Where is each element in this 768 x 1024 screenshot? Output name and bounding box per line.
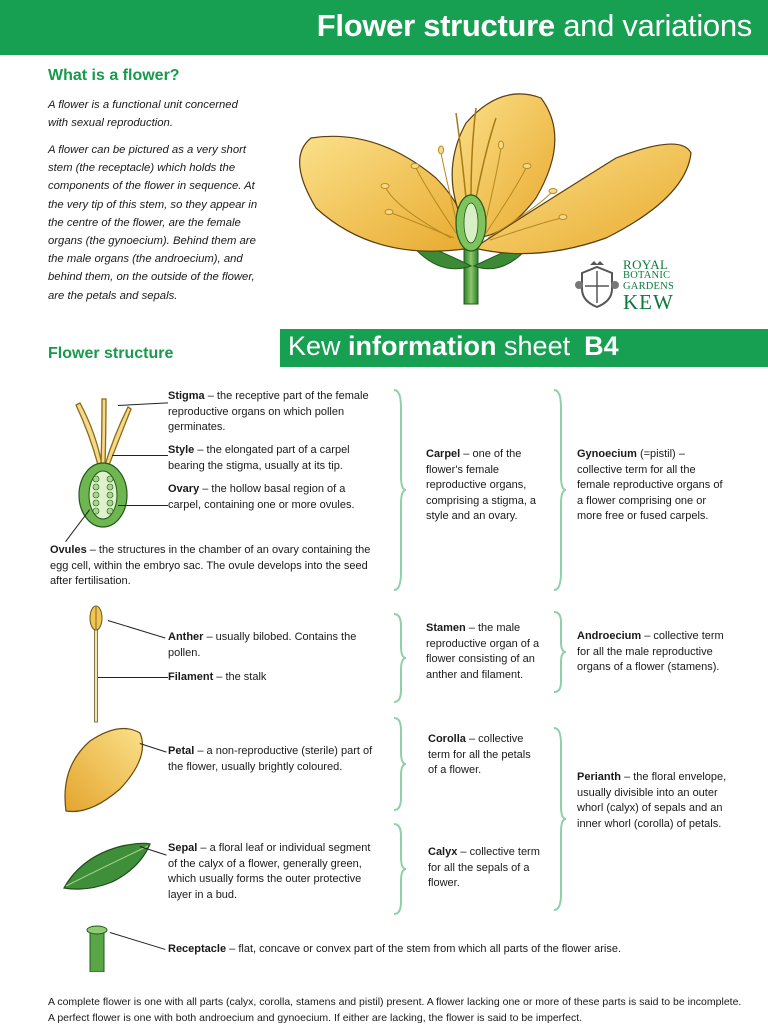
intro-paragraph-2: A flower can be pictured as a very short stem (the receptacle) which holds the components of the flower in sequence. At the very tip of this stem, so they appear in the centre of the flower, are the female organs (the gynoecium). Behind them are the male organs (the androecium), and behind them, on the outside of the flower, are the petals and sepals. — [48, 144, 258, 302]
leader-receptacle — [110, 932, 166, 950]
carpel-definition: Carpel – one of the flower's female reproductive organs, comprising a stigma, a style and an ovary. — [426, 448, 537, 523]
androecium-definition: Androecium – collective term for all the male reproductive organs of a flower (stamens). — [577, 630, 724, 674]
brace-androecium — [552, 610, 568, 694]
structure-heading: Flower structure — [48, 345, 174, 362]
perianth-definition: Perianth – the floral envelope, usually divisible into an outer whorl (calyx) of sepals and an inner whorl (corolla) of petals. — [577, 771, 727, 830]
intro-paragraph-1: A flower is a functional unit concerned with sexual reproduction. — [48, 99, 238, 130]
brace-perianth — [552, 726, 568, 912]
information-sheet-bar: Kew information sheet B4 — [280, 329, 768, 367]
kew-logo-wordmark: ROYAL BOTANIC GARDENS KEW — [623, 257, 674, 314]
brace-carpel — [392, 388, 408, 592]
sheet-code: B4 — [584, 331, 619, 361]
filament-definition: Filament – the stalk — [168, 671, 267, 683]
leader-style — [112, 455, 168, 456]
style-definition: Style – the elongated part of a carpel bearing the stigma, usually at its tip. — [168, 444, 350, 472]
brace-calyx — [392, 822, 408, 916]
leader-filament — [98, 677, 168, 678]
petal-definition: Petal – a non-reproductive (sterile) part of the flower, usually brightly coloured. — [168, 745, 373, 773]
footer-note: A complete flower is one with all parts (calyx, corolla, stamens and pistil) present. A flower lacking one or more of these parts is said to be incomplete. A perfect flower is one with both androecium and gynoecium. If either are lacking, the flower is said to be imperfect. — [48, 996, 742, 1024]
sepal-definition: Sepal – a floral leaf or individual segment of the calyx of a flower, generally green, which usually forms the outer protective layer in a bud. — [168, 842, 371, 901]
calyx-definition: Calyx – collective term for all the sepals of a flower. — [428, 846, 540, 890]
intro-heading: What is a flower? — [48, 67, 180, 84]
sepal-illustration — [62, 838, 152, 894]
brace-corolla — [392, 716, 408, 812]
gynoecium-definition: Gynoecium (=pistil) – collective term for all the female reproductive organs of a flower comprising one or more free or fused carpels. — [577, 448, 723, 523]
ovary-definition: Ovary – the hollow basal region of a carpel, containing one or more ovules. — [168, 483, 355, 511]
header-bar — [0, 0, 768, 55]
corolla-definition: Corolla – collective term for all the petals of a flower. — [428, 733, 531, 777]
brace-gynoecium — [552, 388, 568, 592]
receptacle-illustration — [84, 924, 110, 972]
petal-illustration — [60, 727, 148, 817]
brace-stamen — [392, 612, 408, 704]
anther-definition: Anther – usually bilobed. Contains the pollen. — [168, 631, 357, 659]
leader-ovary — [118, 505, 168, 506]
stigma-definition: Stigma – the receptive part of the female reproductive organs on which pollen germinates. — [168, 390, 369, 434]
page-title: Flower structure and variations — [316, 8, 752, 43]
receptacle-definition: Receptacle – flat, concave or convex part of the stem from which all parts of the flower arise. — [168, 943, 622, 955]
royal-crest-icon — [574, 259, 620, 309]
ovules-definition: Ovules – the structures in the chamber of an ovary containing the egg cell, within the embryo sac. The ovule develops into the seed after fertilisation. — [50, 544, 371, 588]
leader-anther — [108, 620, 166, 638]
stamen-definition: Stamen – the male reproductive organ of a flower consisting of an anther and filament. — [426, 622, 540, 681]
pistil-illustration — [70, 395, 136, 535]
